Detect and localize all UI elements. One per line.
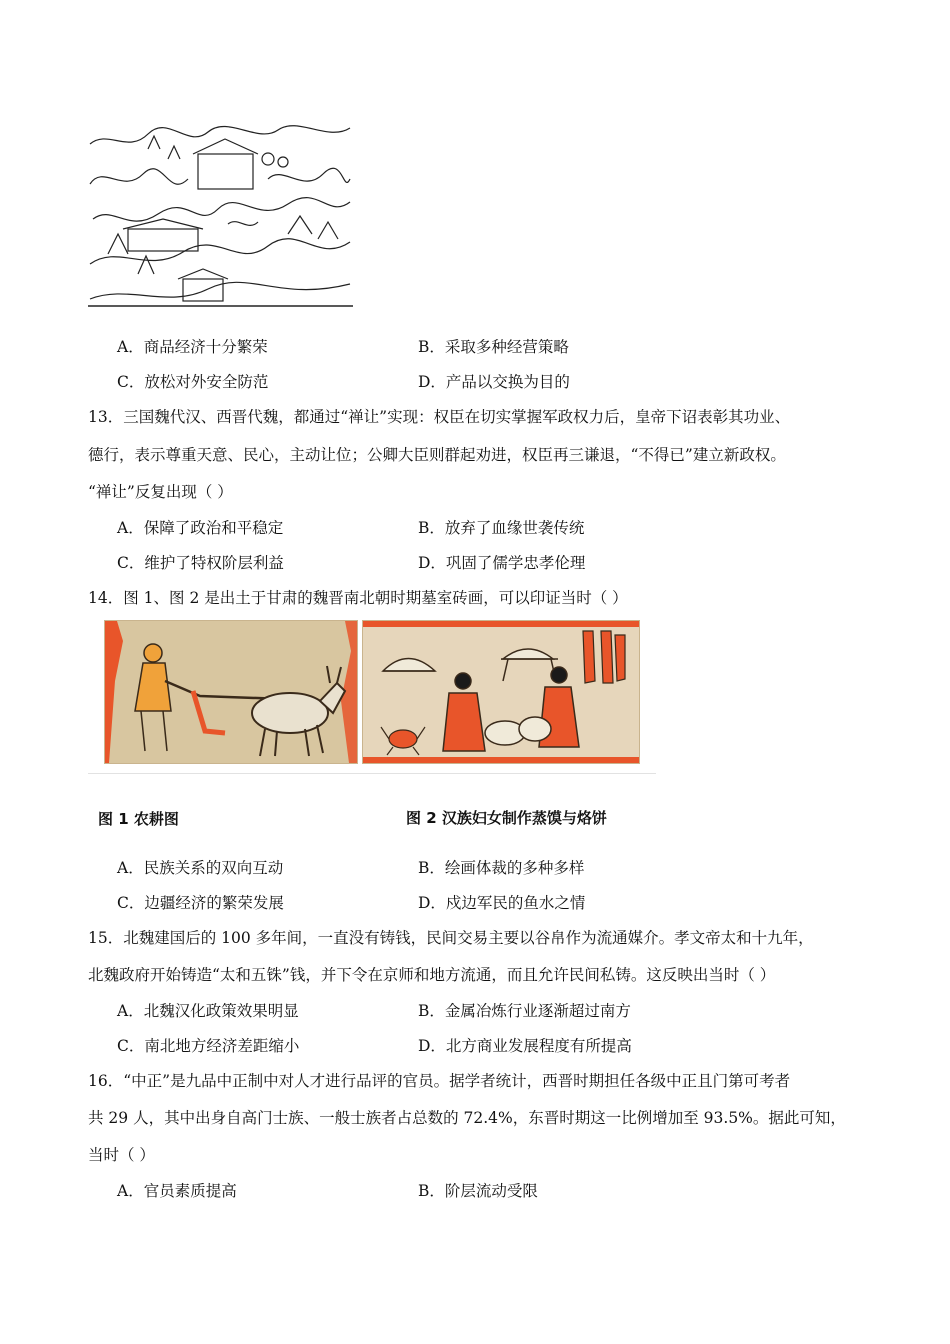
q14-stem-line-1: 14．图 1、图 2 是出土于甘肃的魏晋南北朝时期墓室砖画，可以印证当时（ ） — [88, 589, 628, 607]
q13-option-d: D．巩固了儒学忠孝伦理 — [418, 554, 586, 572]
q12-option-c: C．放松对外安全防范 — [117, 373, 269, 391]
q15-option-d: D．北方商业发展程度有所提高 — [418, 1037, 632, 1055]
q12-illustration — [88, 124, 353, 308]
q13-stem-line-3: “禅让”反复出现（ ） — [88, 483, 233, 501]
q15-option-a: A．北魏汉化政策效果明显 — [117, 1002, 299, 1020]
figure-1-caption: 图 1 农耕图 — [98, 810, 179, 828]
figure-divider — [88, 773, 656, 774]
q14-option-a: A．民族关系的双向互动 — [117, 859, 284, 877]
figure-2-women-cooking-painting — [362, 620, 640, 764]
q15-stem-line-2: 北魏政府开始铸造“太和五铢”钱，并下令在京师和地方流通，而且允许民间私铸。这反映出当时（ ） — [88, 966, 776, 984]
q13-option-c: C．维护了特权阶层利益 — [117, 554, 284, 572]
q14-option-b: B．绘画体裁的多种多样 — [418, 859, 585, 877]
q13-stem-line-1: 13．三国魏代汉、西晋代魏，都通过“禅让”实现：权臣在切实掌握军政权力后，皇帝下诏表彰其功业、 — [88, 408, 791, 426]
q13-stem-line-2: 德行，表示尊重天意、民心，主动让位；公卿大臣则群起劝进，权臣再三谦退，“不得已”建立新政权。 — [88, 446, 786, 464]
q16-stem-line-3: 当时（ ） — [88, 1146, 155, 1164]
q12-option-b: B．采取多种经营策略 — [418, 338, 569, 356]
q16-option-a: A．官员素质提高 — [117, 1182, 237, 1200]
q16-option-b: B．阶层流动受限 — [418, 1182, 538, 1200]
q13-option-a: A．保障了政治和平稳定 — [117, 519, 284, 537]
q16-stem-line-1: 16．“中正”是九品中正制中对人才进行品评的官员。据学者统计，西晋时期担任各级中正且门第可考者 — [88, 1072, 791, 1090]
q15-option-c: C．南北地方经济差距缩小 — [117, 1037, 300, 1055]
q12-option-d: D．产品以交换为目的 — [418, 373, 570, 391]
q14-option-c: C．边疆经济的繁荣发展 — [117, 894, 284, 912]
figure-1-farming-painting — [104, 620, 358, 764]
farming-scene-graphic — [105, 621, 357, 763]
cooking-scene-graphic — [363, 621, 639, 763]
q12-option-a: A．商品经济十分繁荣 — [117, 338, 268, 356]
q15-option-b: B．金属冶炼行业逐渐超过南方 — [418, 1002, 631, 1020]
q15-stem-line-1: 15．北魏建国后的 100 多年间，一直没有铸钱，民间交易主要以谷帛作为流通媒介。孝文帝太和十九年， — [88, 929, 814, 947]
q13-option-b: B．放弃了血缘世袭传统 — [418, 519, 585, 537]
q14-option-d: D．戍边军民的鱼水之情 — [418, 894, 586, 912]
q16-stem-line-2: 共 29 人，其中出身自高门士族、一般士族者占总数的 72.4%，东晋时期这一比例增加至 93.5%。据此可知， — [88, 1109, 846, 1127]
line-drawing-landscape — [88, 124, 353, 308]
figure-2-caption: 图 2 汉族妇女制作蒸馍与烙饼 — [406, 809, 607, 827]
